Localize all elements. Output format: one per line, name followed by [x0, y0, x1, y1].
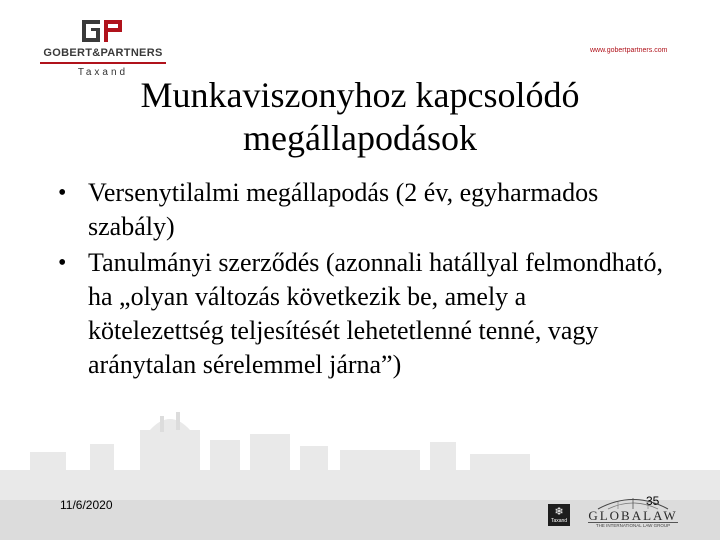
bullet-list [58, 176, 668, 384]
bullet-text: Versenytilalmi megállapodás (2 év, egyharmados szabály) [88, 178, 599, 241]
globalaw-name: GLOBALAW [588, 508, 678, 523]
taxand-badge [548, 504, 570, 526]
bullet-item [58, 246, 668, 382]
page-number: 35 [646, 494, 660, 508]
taxand-badge-label: Taxand [550, 518, 568, 524]
bullet-item [58, 176, 668, 244]
gp-monogram-icon [80, 18, 126, 44]
slide-title-line-2: megállapodások [243, 118, 477, 158]
snowflake-icon: ❄ [554, 505, 564, 518]
company-logo [38, 18, 168, 76]
footer-date: 11/6/2020 [60, 498, 113, 512]
bullet-marker: • [58, 180, 67, 206]
logo-divider [40, 62, 166, 64]
bullet-text: Tanulmányi szerződés (azonnali hatállyal felmondható, ha „olyan változás következik be, amely a kötelezettség teljesítését lehetetlenné tenné, vagy aránytalan sérelemmel járna”) [88, 248, 664, 379]
globalaw-tagline: THE INTERNATIONAL LAW GROUP [588, 522, 678, 528]
slide-title [60, 74, 660, 160]
website-url: www.gobertpartners.com [590, 47, 668, 54]
slide-title-line-1: Munkaviszonyhoz kapcsolódó [140, 75, 580, 115]
logo-name: GOBERT&PARTNERS [43, 47, 163, 59]
bullet-marker: • [58, 250, 67, 276]
logo-subtitle: Taxand [77, 67, 129, 78]
globalaw-logo [588, 496, 678, 530]
